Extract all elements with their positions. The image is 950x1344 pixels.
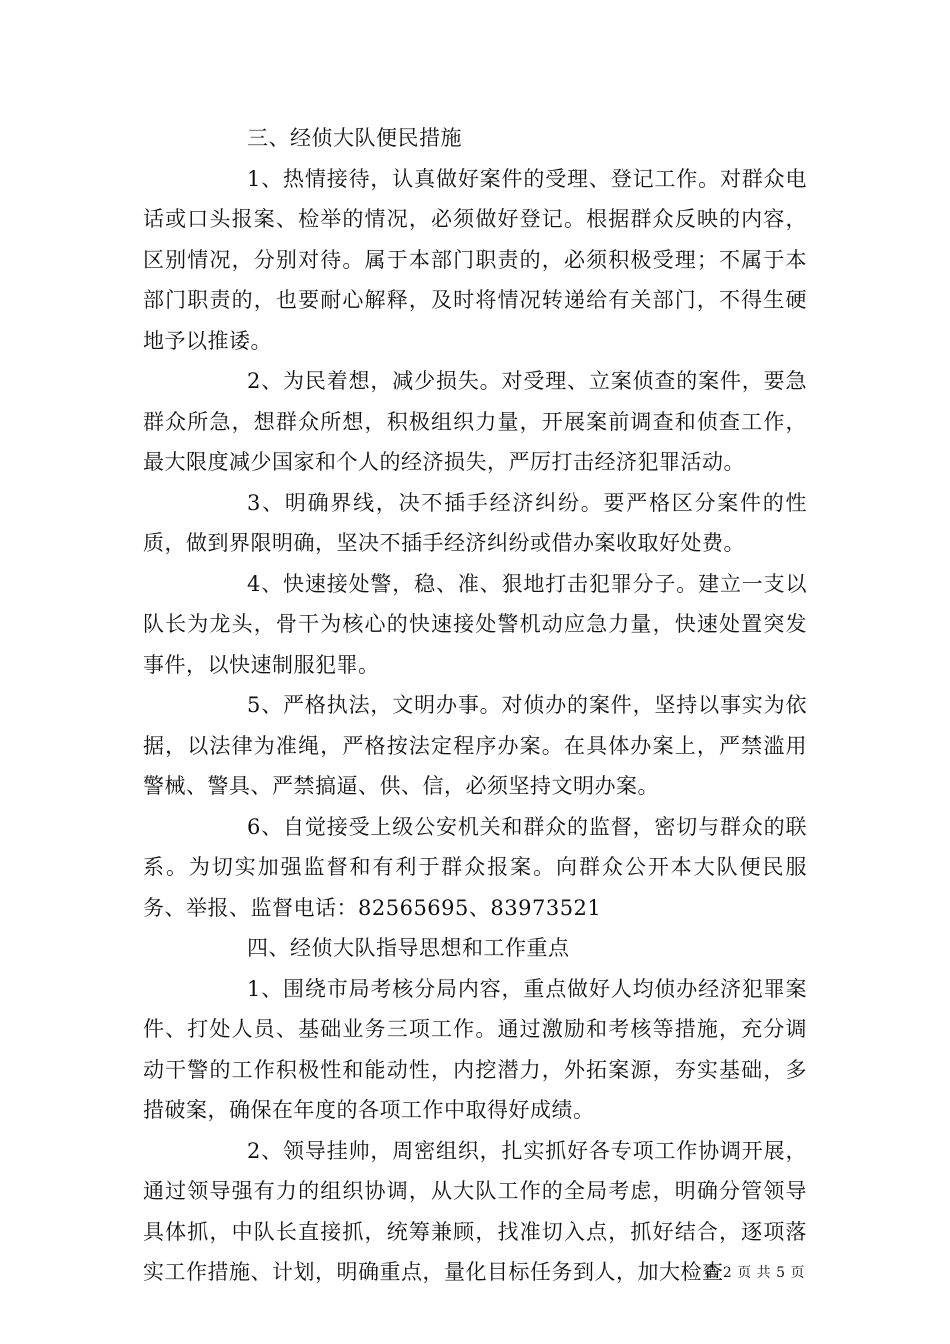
paragraph-3-5: 5、严格执法，文明办事。对侦办的案件，坚持以事实为依据，以法律为准绳，严格按法定程序办案。在具体办案上，严禁滥用警械、警具、严禁搞逼、供、信，必须坚持文明办案。 xyxy=(143,693,807,798)
paragraph-4-2: 2、领导挂帅，周密组织，扎实抓好各专项工作协调开展，通过领导强有力的组织协调，从大队工作的全局考虑，明确分管领导具体抓，中队长直接抓，统筹兼顾，找准切入点，抓好结合，逐项落实工作措施、计划，明确重点，量化目标任务到人，加大检查 xyxy=(143,1138,807,1284)
section-heading-3: 三、经侦大队便民措施 xyxy=(247,126,462,150)
page-number: 第 2 页 共 5 页 xyxy=(703,1265,805,1281)
paragraph-3-1: 1、热情接待，认真做好案件的受理、登记工作。对群众电话或口头报案、检举的情况，必须做好登记。根据群众反映的内容，区别情况，分别对待。属于本部门职责的，必须积极受理；不属于本部门职责的，也要耐心解释，及时将情况转递给有关部门，不得生硬地予以推诿。 xyxy=(143,166,807,353)
document-body xyxy=(143,118,807,1293)
paragraph-3-4: 4、快速接处警，稳、准、狠地打击犯罪分子。建立一支以队长为龙头，骨干为核心的快速接处警机动应急力量，快速处置突发事件，以快速制服犯罪。 xyxy=(143,571,807,677)
section-heading-4: 四、经侦大队指导思想和工作重点 xyxy=(247,936,570,960)
paragraph-4-1: 1、围绕市局考核分局内容，重点做好人均侦办经济犯罪案件、打处人员、基础业务三项工作。通过激励和考核等措施，充分调动干警的工作积极性和能动性，内挖潜力，外拓案源，夯实基础，多措破案，确保在年度的各项工作中取得好成绩。 xyxy=(143,976,807,1122)
paragraph-3-6: 6、自觉接受上级公安机关和群众的监督，密切与群众的联系。为切实加强监督和有利于群众报案。向群众公开本大队便民服务、举报、监督电话：82565695、83973521 xyxy=(143,814,807,920)
paragraph-3-2: 2、为民着想，减少损失。对受理、立案侦查的案件，要急群众所急，想群众所想，积极组织力量，开展案前调查和侦查工作，最大限度减少国家和个人的经济损失，严厉打击经济犯罪活动。 xyxy=(143,369,807,474)
paragraph-3-3: 3、明确界线，决不插手经济纠纷。要严格区分案件的性质，做到界限明确，坚决不插手经济纠纷或借办案收取好处费。 xyxy=(143,490,807,555)
